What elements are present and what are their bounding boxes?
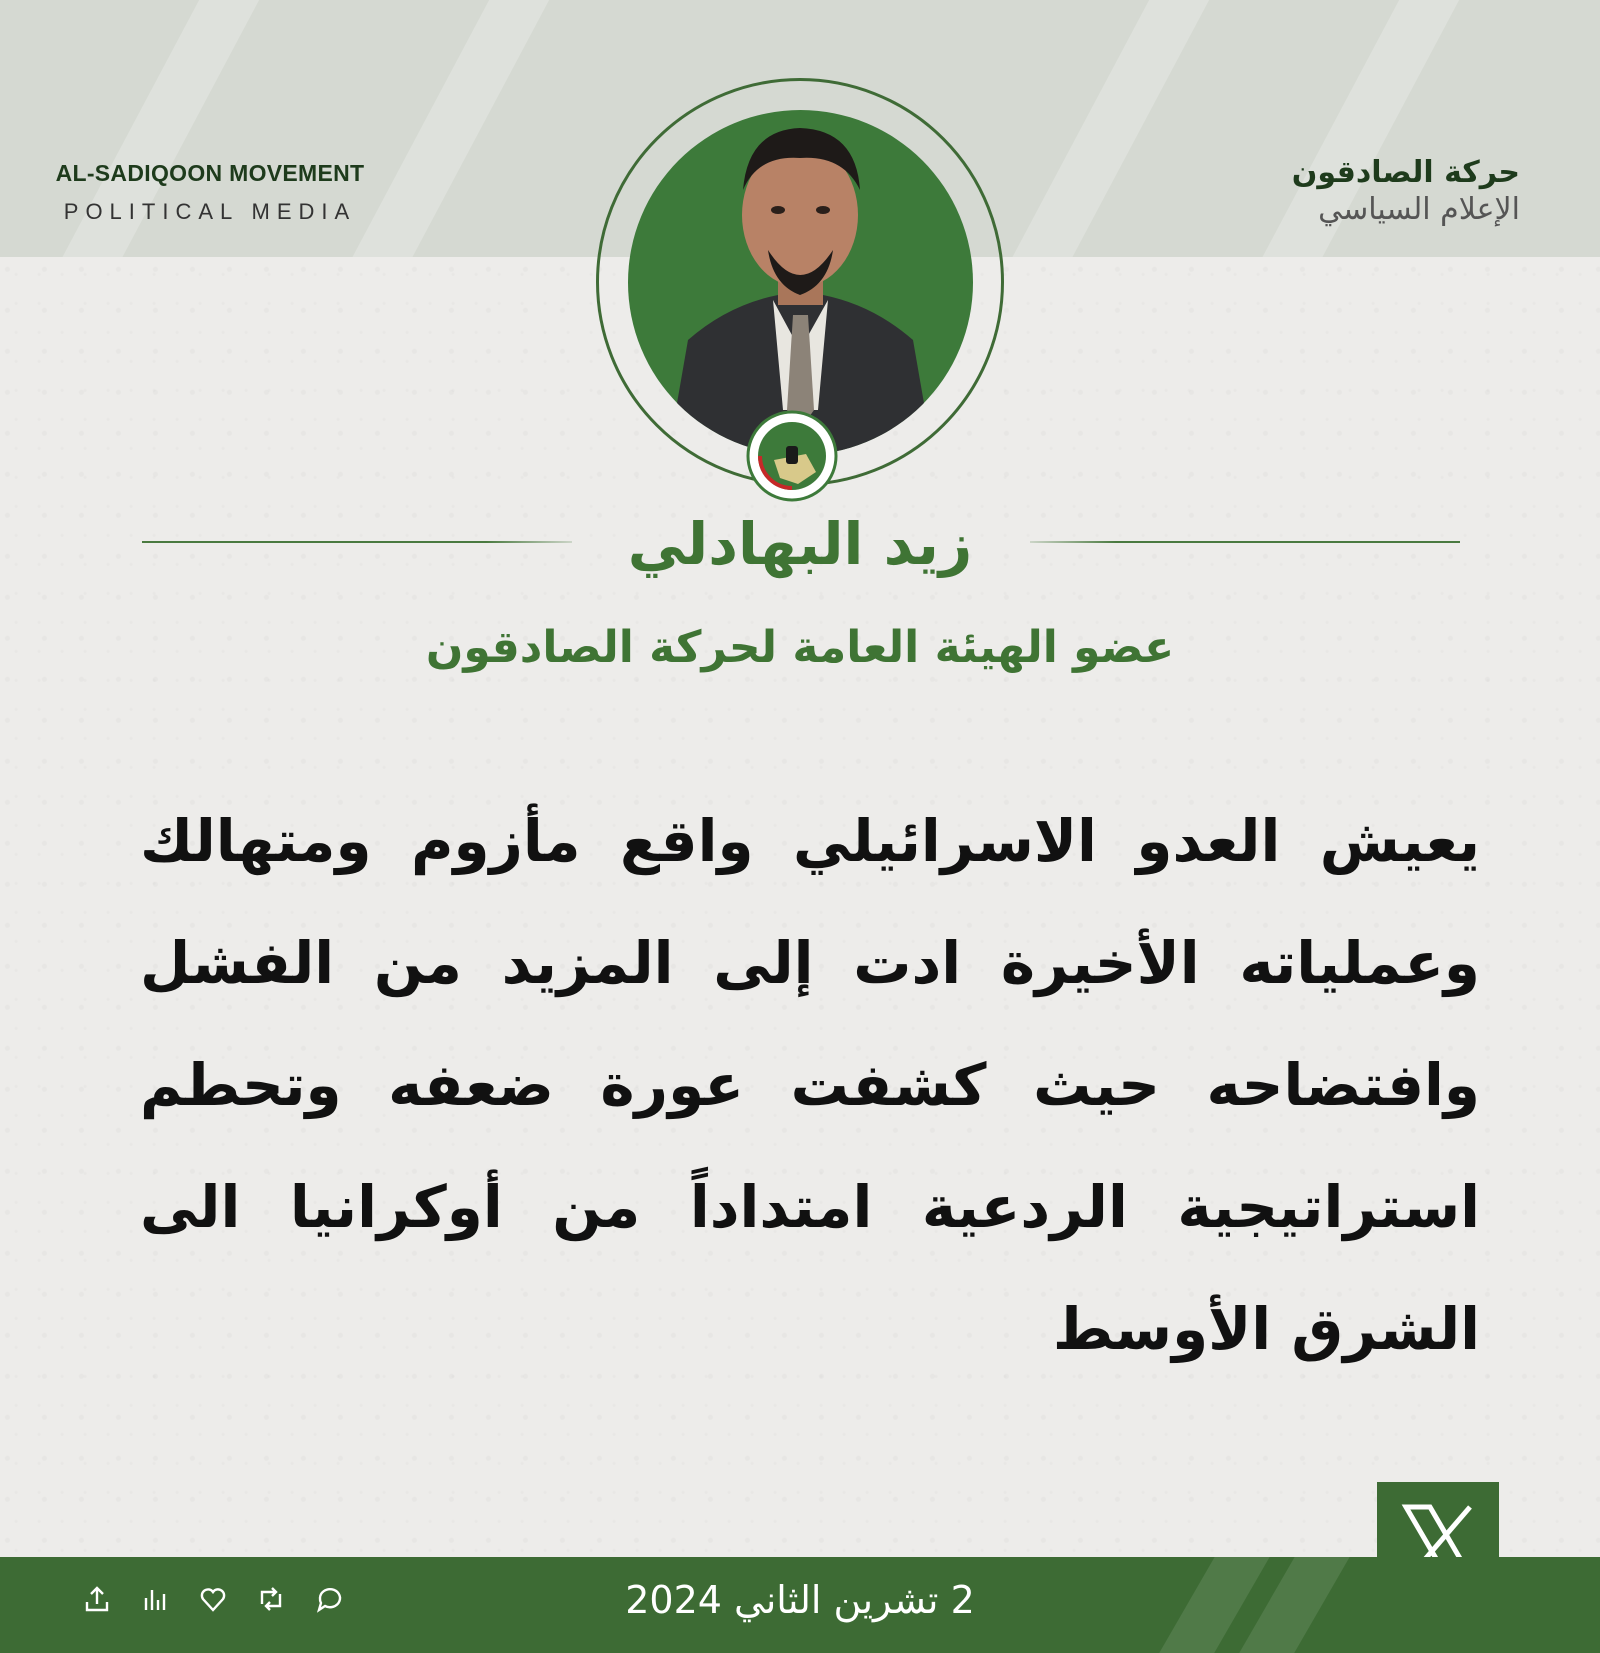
portrait-photo xyxy=(628,110,973,455)
brand-ar-sub: الإعلام السياسي xyxy=(1318,192,1520,227)
person-name: زيد البهادلي xyxy=(627,510,973,578)
brand-arabic xyxy=(1292,155,1520,227)
brand-english xyxy=(0,160,420,225)
person-title: عضو الهيئة العامة لحركة الصادقون xyxy=(425,622,1175,673)
brand-ar-name: حركة الصادقون xyxy=(1291,155,1520,190)
quote-text: يعيش العدو الاسرائيلي واقع مأزوم ومتهالك وعملياته الأخيرة ادت إلى المزيد من الفشل وافتضاحه حيث كشفت عورة ضعفه وتحطم استراتيجية الردعية امتداداً من أوكرانيا الى الشرق الأوسط xyxy=(140,807,1480,1363)
brand-en-name: AL-SADIQOON MOVEMENT xyxy=(55,160,365,186)
movement-emblem-icon xyxy=(746,410,838,502)
post-date: 2 تشرين الثاني 2024 xyxy=(625,1578,975,1622)
brand-en-sub: POLITICAL MEDIA xyxy=(63,199,357,224)
